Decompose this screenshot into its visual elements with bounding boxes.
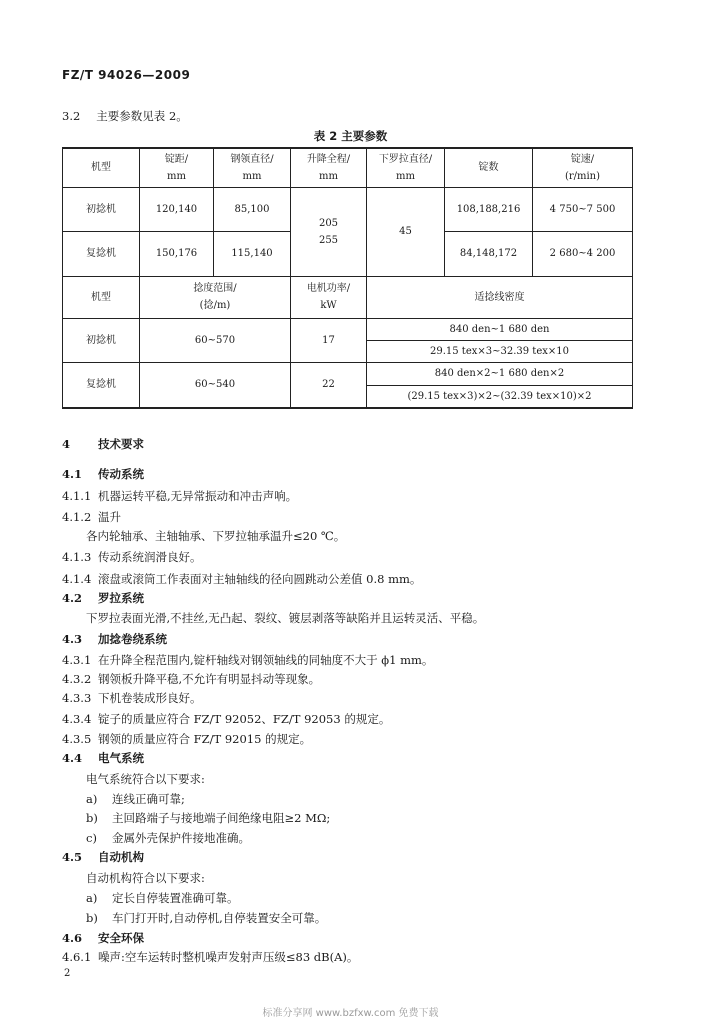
clause-number: 4.4 xyxy=(62,751,83,765)
clause-number: 4.6.1 xyxy=(62,950,92,964)
clause-text: 在升降全程范围内,锭杆轴线对钢领轴线的同轴度不大于 ϕ1 mm。 xyxy=(98,653,434,667)
clause-number: 4.3.3 xyxy=(62,691,92,705)
clause-text: 下罗拉表面光滑,不挂丝,无凸起、裂纹、镀层剥落等缺陷并且运转灵活、平稳。 xyxy=(86,611,485,625)
cell-spacing: 120,140 xyxy=(140,187,214,231)
clause-number: 4.5 xyxy=(62,850,83,864)
clause-number: 4.6 xyxy=(62,931,83,945)
cell-ring: 85,100 xyxy=(214,187,291,231)
clause-text: 噪声:空车运转时整机噪声发射声压级≤83 dB(A)。 xyxy=(98,950,359,964)
cell-model: 初捻机 xyxy=(63,187,140,231)
cell-density: 840 den×2~1 680 den×2 xyxy=(367,362,633,385)
list-marker: b) xyxy=(86,911,98,925)
clause-line xyxy=(86,528,345,544)
clause-line xyxy=(62,949,358,965)
clause-text: 电气系统符合以下要求: xyxy=(86,772,205,786)
clause-number: 4.1 xyxy=(62,467,83,481)
header-ring-diameter: 钢领直径/ mm xyxy=(214,148,291,187)
clause-number: 4.3.2 xyxy=(62,672,92,686)
cell-speed: 4 750~7 500 xyxy=(533,187,633,231)
cell-density: 840 den~1 680 den xyxy=(367,318,633,340)
header2-model: 机型 xyxy=(63,276,140,318)
clause-line xyxy=(86,890,239,906)
clause-line xyxy=(62,488,297,504)
clause-number: 4.1.1 xyxy=(62,489,92,503)
header-spindles: 锭数 xyxy=(445,148,533,187)
header-model: 机型 xyxy=(63,148,140,187)
clause-line xyxy=(86,910,326,926)
clause-text: 自动机构 xyxy=(98,850,144,864)
cell-spacing: 150,176 xyxy=(140,231,214,276)
parameters-table xyxy=(62,147,633,409)
header2-twist: 捻度范围/ (捻/m) xyxy=(140,276,291,318)
cell-power: 17 xyxy=(291,318,367,362)
table-header2-row xyxy=(63,276,633,318)
header-spacing: 锭距/ mm xyxy=(140,148,214,187)
clause-text: 传动系统 xyxy=(98,467,144,481)
clause-text: 定长自停装置准确可靠。 xyxy=(112,891,239,905)
list-marker: a) xyxy=(86,891,98,905)
clause-line xyxy=(62,930,144,946)
clause-number: 4.1.3 xyxy=(62,550,92,564)
clause-text: 连线正确可靠; xyxy=(112,792,185,806)
clause-text: 安全环保 xyxy=(98,931,144,945)
clause-line xyxy=(86,791,185,807)
clause-text: 钢领的质量应符合 FZ/T 92015 的规定。 xyxy=(98,732,312,746)
page-number: 2 xyxy=(64,968,71,979)
clause-text: 技术要求 xyxy=(98,437,144,451)
table-caption: 表 2 主要参数 xyxy=(313,129,388,143)
clause-text: 下机卷装成形良好。 xyxy=(98,691,202,705)
header-bottom-roller: 下罗拉直径/ mm xyxy=(367,148,445,187)
clause-line xyxy=(86,810,330,826)
cell-spindles: 84,148,172 xyxy=(445,231,533,276)
clause-line xyxy=(86,610,484,626)
cell-twist: 60~540 xyxy=(140,362,291,408)
clause-text: 主要参数见表 2。 xyxy=(96,109,188,123)
clause-line xyxy=(86,870,205,886)
clause-line xyxy=(62,466,144,482)
cell-twist: 60~570 xyxy=(140,318,291,362)
clause-number: 4 xyxy=(62,437,71,451)
table-header-row xyxy=(63,148,633,187)
cell-model: 初捻机 xyxy=(63,318,140,362)
clause-3-2 xyxy=(62,108,188,124)
clause-number: 4.3 xyxy=(62,632,83,646)
header2-power: 电机功率/ kW xyxy=(291,276,367,318)
header-lift: 升降全程/ mm xyxy=(291,148,367,187)
clause-line xyxy=(62,690,202,706)
list-marker: b) xyxy=(86,811,98,825)
clause-number: 4.2 xyxy=(62,591,83,605)
clause-number: 4.3.4 xyxy=(62,712,92,726)
clause-line xyxy=(62,436,144,452)
clause-text: 主回路端子与接地端子间绝缘电阻≥2 MΩ; xyxy=(112,811,331,825)
clause-text: 钢领板升降平稳,不允许有明显抖动等现象。 xyxy=(98,672,321,686)
cell-model: 复捻机 xyxy=(63,231,140,276)
table-row2-initial xyxy=(63,318,633,340)
list-marker: a) xyxy=(86,792,98,806)
clause-line xyxy=(62,631,167,647)
clause-line xyxy=(62,731,311,747)
clause-line xyxy=(86,830,250,846)
standard-code: FZ/T 94026—2009 xyxy=(62,68,191,82)
list-marker: c) xyxy=(86,831,97,845)
clause-line xyxy=(62,750,144,766)
table-row-initial xyxy=(63,187,633,231)
cell-model: 复捻机 xyxy=(63,362,140,408)
clause-line xyxy=(62,571,421,587)
clause-text: 各内轮轴承、主轴轴承、下罗拉轴承温升≤20 ℃。 xyxy=(86,529,346,543)
clause-text: 电气系统 xyxy=(98,751,144,765)
cell-spindles: 108,188,216 xyxy=(445,187,533,231)
clause-number: 4.3.1 xyxy=(62,653,92,667)
clause-number: 3.2 xyxy=(62,109,81,123)
clause-line xyxy=(62,652,433,668)
cell-lift: 205 255 xyxy=(291,187,367,276)
clause-text: 罗拉系统 xyxy=(98,591,144,605)
watermark: 标准分享网 www.bzfxw.com 免费下载 xyxy=(262,1008,439,1019)
clause-text: 车门打开时,自动停机,自停装置安全可靠。 xyxy=(112,911,327,925)
clause-number: 4.1.4 xyxy=(62,572,92,586)
cell-power: 22 xyxy=(291,362,367,408)
clause-line xyxy=(62,671,320,687)
cell-density: 29.15 tex×3~32.39 tex×10 xyxy=(367,340,633,362)
cell-speed: 2 680~4 200 xyxy=(533,231,633,276)
clause-line xyxy=(62,549,202,565)
clause-text: 自动机构符合以下要求: xyxy=(86,871,205,885)
clause-text: 滚盘或滚筒工作表面对主轴轴线的径向圆跳动公差值 0.8 mm。 xyxy=(98,572,422,586)
clause-number: 4.3.5 xyxy=(62,732,92,746)
clause-text: 机器运转平稳,无异常振动和冲击声响。 xyxy=(98,489,298,503)
clause-text: 锭子的质量应符合 FZ/T 92052、FZ/T 92053 的规定。 xyxy=(98,712,391,726)
clause-line xyxy=(86,771,205,787)
header-speed: 锭速/ (r/min) xyxy=(533,148,633,187)
cell-ring: 115,140 xyxy=(214,231,291,276)
clause-text: 传动系统润滑良好。 xyxy=(98,550,202,564)
clause-text: 温升 xyxy=(98,510,121,524)
clause-line xyxy=(62,711,390,727)
cell-roller: 45 xyxy=(367,187,445,276)
clause-line xyxy=(62,590,144,606)
table-row2-re xyxy=(63,362,633,385)
cell-density: (29.15 tex×3)×2~(32.39 tex×10)×2 xyxy=(367,385,633,408)
clause-line xyxy=(62,509,121,525)
clause-line xyxy=(62,849,144,865)
clause-number: 4.1.2 xyxy=(62,510,92,524)
header2-density: 适捻线密度 xyxy=(367,276,633,318)
clause-text: 加捻卷绕系统 xyxy=(98,632,167,646)
clause-text: 金属外壳保护件接地准确。 xyxy=(112,831,250,845)
